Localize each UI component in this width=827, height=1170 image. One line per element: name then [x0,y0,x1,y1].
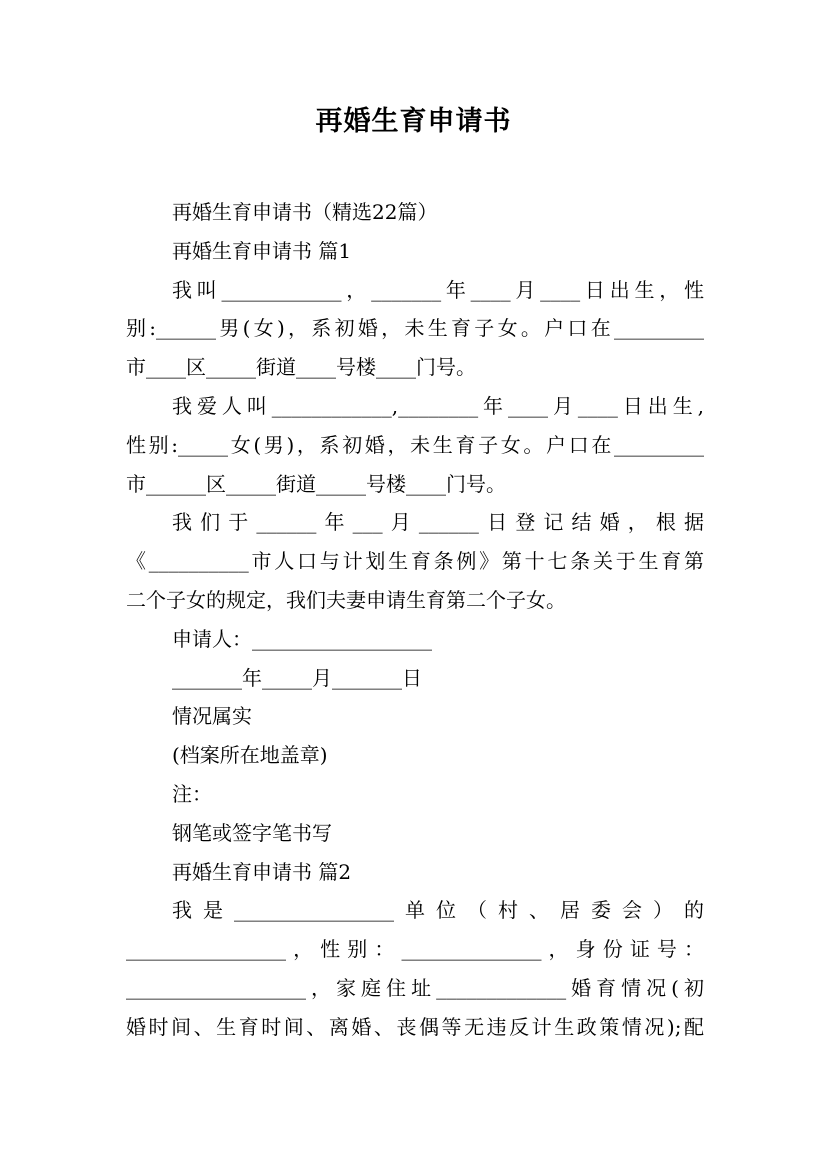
doc-line-paragraph-1: 别:______男(女)，系初婚，未生育子女。户口在_________ [126,316,704,341]
doc-line-paragraph-2: 性别:_____女(男)，系初婚，未生育子女。户口在_________ [126,432,704,457]
doc-line-note-text: 钢笔或签字笔书写 [172,820,332,845]
doc-line-seal: (档案所在地盖章) [172,743,328,768]
doc-line-paragraph-3: 《__________市人口与计划生育条例》第十七条关于生育第 [126,549,704,574]
doc-line-section-heading-2: 再婚生育申请书 篇2 [172,859,352,884]
doc-line-date: _______年_____月_______日 [172,665,422,690]
doc-line-paragraph-3: 我们于______年___月______日登记结婚，根据 [172,510,704,535]
doc-line-paragraph-2: 我爱人叫____________,________年____月____日出生, [172,393,704,418]
doc-line-paragraph-4: 我是________________单位（村、居委会）的 [172,898,704,923]
doc-line-subtitle: 再婚生育申请书（精选22篇） [172,200,438,224]
document-title: 再婚生育申请书 [315,106,512,137]
doc-line-paragraph-3: 二个子女的规定，我们夫妻申请生育第二个子女。 [126,587,566,612]
document-body [126,193,704,1047]
doc-line-paragraph-4: ________________，性别：______________，身份证号： [126,937,704,962]
doc-line-note: 注： [172,781,212,806]
doc-line-paragraph-4: __________________，家庭住址_____________婚育情况(初 [126,975,704,1000]
doc-line-verified: 情况属实 [172,704,252,729]
doc-line-applicant: 申请人：__________________ [172,626,432,651]
doc-line-paragraph-1: 市____区_____街道____号楼____门号。 [126,355,476,380]
doc-line-paragraph-2: 市______区_____街道_____号楼____门号。 [126,471,506,496]
doc-line-paragraph-4: 婚时间、生育时间、离婚、丧偶等无违反计生政策情况);配 [126,1014,704,1039]
doc-line-paragraph-1: 我叫____________，_______年____月____日出生，性 [172,277,704,302]
doc-line-section-heading-1: 再婚生育申请书 篇1 [172,238,352,263]
